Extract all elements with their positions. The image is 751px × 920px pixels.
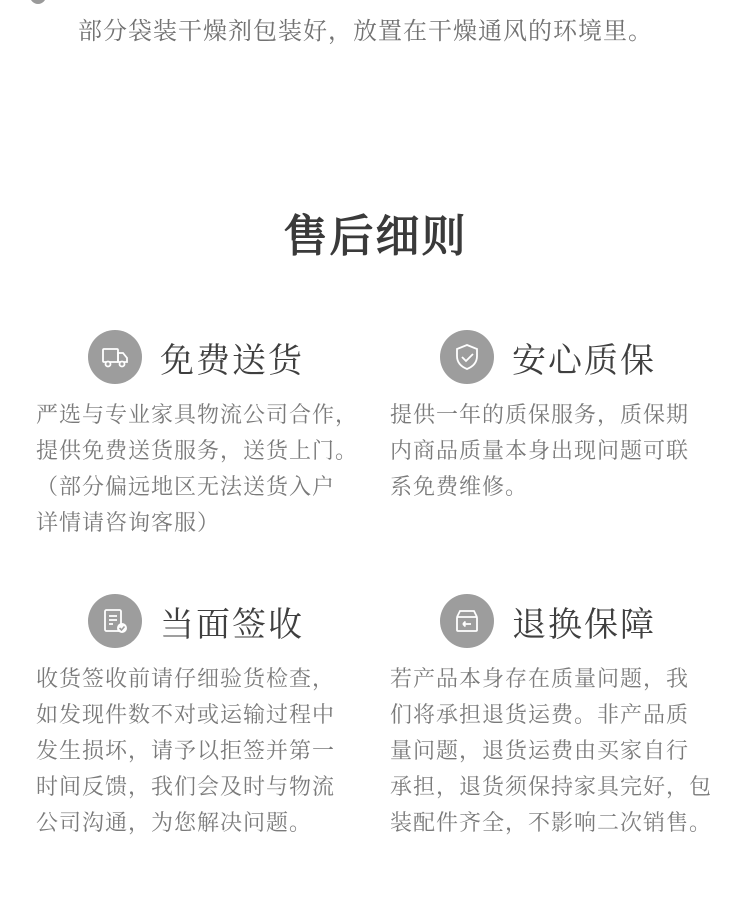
card-description bbox=[36, 398, 366, 542]
card-description bbox=[390, 398, 720, 506]
card-sign-on-delivery bbox=[36, 594, 366, 844]
drying-note-text: 部分袋装干燥剂包装好，放置在干燥通风的环境里。 bbox=[78, 17, 653, 45]
description-line: 承担，退货须保持家具完好，包 bbox=[390, 775, 713, 800]
card-description bbox=[36, 662, 366, 842]
shield-check-icon bbox=[440, 330, 494, 384]
description-line: 们将承担退货运费。非产品质 bbox=[390, 703, 690, 728]
description-line: 公司沟通，为您解决问题。 bbox=[36, 811, 313, 836]
card-description bbox=[390, 662, 720, 842]
card-title: 退换保障 bbox=[512, 604, 656, 645]
description-line: 装配件齐全，不影响二次销售。 bbox=[390, 811, 713, 836]
card-title: 安心质保 bbox=[512, 340, 656, 381]
card-title: 当面签收 bbox=[160, 604, 304, 645]
description-line: 内商品质量本身出现问题可联 bbox=[390, 439, 690, 464]
card-return-guarantee bbox=[390, 594, 720, 844]
card-quality-warranty bbox=[390, 330, 720, 510]
description-line: 若产品本身存在质量问题，我 bbox=[390, 667, 690, 692]
description-line: 收货签收前请仔细验货检查， bbox=[36, 667, 336, 692]
sign-document-icon bbox=[88, 594, 142, 648]
description-line: 提供免费送货服务，送货上门。 bbox=[36, 439, 359, 464]
return-box-icon bbox=[440, 594, 494, 648]
card-title: 免费送货 bbox=[160, 340, 304, 381]
card-free-delivery bbox=[36, 330, 366, 550]
description-line: 时间反馈，我们会及时与物流 bbox=[36, 775, 336, 800]
bullet-dot-icon bbox=[30, 0, 46, 4]
delivery-truck-icon bbox=[88, 330, 142, 384]
section-title: 售后细则 bbox=[283, 211, 468, 262]
description-line: 如发现件数不对或运输过程中 bbox=[36, 703, 336, 728]
description-line: 详情请咨询客服） bbox=[36, 511, 221, 536]
description-line: 系免费维修。 bbox=[390, 475, 529, 500]
description-line: 提供一年的质保服务，质保期 bbox=[390, 403, 690, 428]
description-line: 量问题，退货运费由买家自行 bbox=[390, 739, 690, 764]
description-line: 严选与专业家具物流公司合作， bbox=[36, 403, 359, 428]
description-line: （部分偏远地区无法送货入户 bbox=[36, 475, 336, 500]
description-line: 发生损坏，请予以拒签并第一 bbox=[36, 739, 336, 764]
